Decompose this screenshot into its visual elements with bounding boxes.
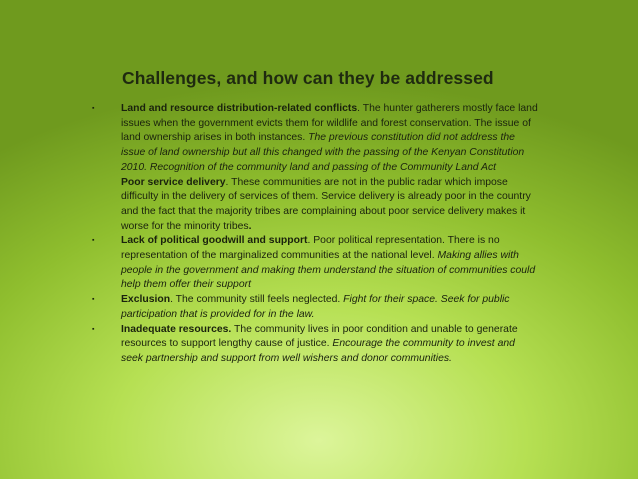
item-text: The community lives in poor condition and unable to generate resources to support lengthy cause of justice. <box>121 323 518 350</box>
list-item-political-goodwill <box>92 234 538 293</box>
item-text: . The hunter gatherers mostly face land issues when the government evicts them for wildlife and forest conservation. The issue of land ownership arises in both instances. <box>121 103 538 144</box>
square-bullet-icon <box>92 234 94 249</box>
item-italic-text: Encourage the community to invest and seek partnership and support from well wishers and donor communities. <box>121 338 515 364</box>
list-item-exclusion <box>92 293 538 322</box>
list-item-service-delivery <box>92 176 538 235</box>
item-heading: Poor service delivery <box>121 176 226 188</box>
square-bullet-icon <box>92 323 94 338</box>
list-item-land-conflicts <box>92 102 538 176</box>
item-text: . Poor political representation. There is no representation of the marginalized communities at the national level. <box>121 235 500 262</box>
item-heading: Inadequate resources. <box>121 323 232 335</box>
item-italic-text: Fight for their space. Seek for public participation that is provided for in the law. <box>121 294 510 320</box>
item-italic-text: Making allies with people in the government and making them understand the situation of communities could help them offer their support <box>121 250 536 291</box>
item-heading: Exclusion <box>121 294 171 306</box>
item-heading: Land and resource distribution-related conflicts <box>121 103 358 114</box>
list-item-inadequate-resources <box>92 323 538 367</box>
item-heading: Lack of political goodwill and support <box>121 235 308 247</box>
item-tail: . <box>248 220 252 232</box>
square-bullet-icon <box>92 293 94 308</box>
item-text: . These communities are not in the public radar which impose difficulty in the delivery of services of them. Service delivery is already poor in the country and the fact that the majority tribes are complaining about poor service delivery makes it worse for the minority tribes <box>121 176 531 232</box>
item-text: . The community still feels neglected. <box>170 294 344 306</box>
bullet-list <box>92 102 538 367</box>
item-italic-text: The previous constitution did not address the issue of land ownership but all this changed with the passing of the Kenyan Constitution 2010. Recognition of the community land and passing of the Community Land Act <box>121 132 525 173</box>
slide-title: Challenges, and how can they be addressed <box>122 68 494 88</box>
square-bullet-icon <box>92 102 94 117</box>
